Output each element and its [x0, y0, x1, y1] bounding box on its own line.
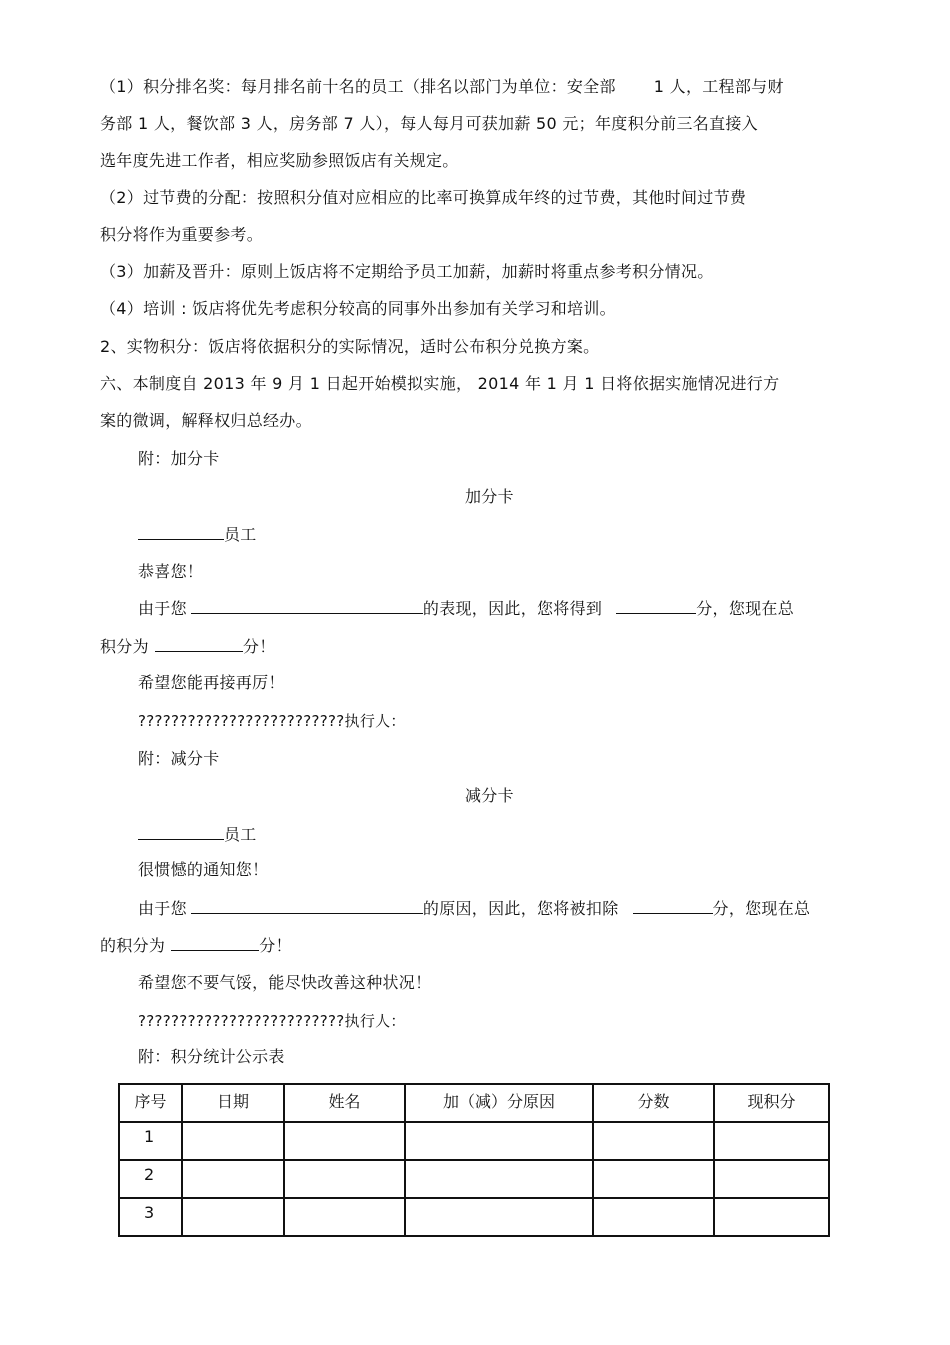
reward-ranking-line-3: 选年度先进工作者，相应奖励参照饭店有关规定。: [100, 151, 459, 170]
deduct-card-employee-line: 员工: [138, 824, 257, 845]
cell-name: [284, 1160, 405, 1198]
employee-name-blank: [138, 524, 224, 540]
deduct-card-body-line-2: 的积分为 分！: [100, 936, 292, 955]
add-card-body-line-1: 由于您 的表现，因此，您将得到 分，您现在总: [138, 599, 795, 618]
total-points-blank: [171, 935, 259, 951]
cell-points: [593, 1122, 714, 1160]
table-attachment-label: 附：积分统计公示表: [138, 1047, 285, 1066]
reason-blank: [191, 898, 423, 914]
cell-serial: 2: [119, 1160, 182, 1198]
cell-date: [182, 1122, 284, 1160]
points-statistics-table: [118, 1083, 830, 1237]
cell-current-points: [714, 1122, 829, 1160]
header-reason: 加（减）分原因: [405, 1084, 593, 1122]
cell-name: [284, 1122, 405, 1160]
employee-name-blank: [138, 824, 224, 840]
cell-serial: 3: [119, 1198, 182, 1236]
cell-points: [593, 1198, 714, 1236]
cell-current-points: [714, 1198, 829, 1236]
deduct-card-closing: 希望您不要气馁，能尽快改善这种状况！: [138, 973, 432, 992]
holiday-line-2: 积分将作为重要参考。: [100, 225, 264, 244]
add-card-employee-line: 员工: [138, 524, 257, 545]
performance-blank: [191, 598, 423, 614]
header-date: 日期: [182, 1084, 284, 1122]
cell-serial: 1: [119, 1122, 182, 1160]
effective-line-1: 六、本制度自 2013 年 9 月 1 日起开始模拟实施， 2014 年 1 月 1 日将依据实施情况进行方: [100, 374, 780, 393]
cell-reason: [405, 1198, 593, 1236]
cell-current-points: [714, 1160, 829, 1198]
add-card-title: 加分卡: [465, 487, 514, 506]
reward-ranking-line-2: 务部 1 人，餐饮部 3 人，房务部 7 人），每人每月可获加薪 50 元；年度积分前三名直接入: [100, 114, 758, 133]
add-card-closing: 希望您能再接再厉！: [138, 673, 285, 692]
table-row: [119, 1160, 829, 1198]
cell-name: [284, 1198, 405, 1236]
deduct-card-executor: ?????????????????????????执行人：: [138, 1012, 406, 1030]
add-card-attachment-label: 附：加分卡: [138, 449, 220, 468]
deduct-card-title: 减分卡: [465, 786, 514, 805]
cell-date: [182, 1160, 284, 1198]
deduct-card-body-line-1: 由于您 的原因，因此，您将被扣除 分，您现在总: [138, 899, 811, 918]
cell-reason: [405, 1122, 593, 1160]
training-paragraph: （4）培训 : 饭店将优先考虑积分较高的同事外出参加有关学习和培训。: [100, 299, 616, 318]
add-card-body-line-2: 积分为 分！: [100, 637, 276, 656]
add-card-greeting: 恭喜您！: [138, 562, 204, 581]
deduct-card-attachment-label: 附：减分卡: [138, 749, 220, 768]
cell-points: [593, 1160, 714, 1198]
header-name: 姓名: [284, 1084, 405, 1122]
table-row: [119, 1198, 829, 1236]
header-serial: 序号: [119, 1084, 182, 1122]
deduct-card-greeting: 很惯憾的通知您！: [138, 860, 269, 879]
add-card-executor: ?????????????????????????执行人：: [138, 712, 406, 730]
cell-reason: [405, 1160, 593, 1198]
effective-line-2: 案的微调，解释权归总经办。: [100, 411, 312, 430]
physical-points-paragraph: 2、实物积分：饭店将依据积分的实际情况，适时公布积分兑换方案。: [100, 337, 600, 356]
points-deducted-blank: [633, 898, 713, 914]
reward-ranking-line-1: （1）积分排名奖：每月排名前十名的员工（排名以部门为单位：安全部 1 人，工程部与财: [100, 77, 784, 96]
header-current-points: 现积分: [714, 1084, 829, 1122]
holiday-line-1: （2）过节费的分配：按照积分值对应相应的比率可换算成年终的过节费，其他时间过节费: [100, 188, 747, 207]
raise-paragraph: （3）加薪及晋升：原则上饭店将不定期给予员工加薪，加薪时将重点参考积分情况。: [100, 262, 714, 281]
total-points-blank: [155, 636, 243, 652]
header-points: 分数: [593, 1084, 714, 1122]
table-header-row: [119, 1084, 829, 1122]
table-row: [119, 1122, 829, 1160]
points-awarded-blank: [616, 598, 696, 614]
cell-date: [182, 1198, 284, 1236]
